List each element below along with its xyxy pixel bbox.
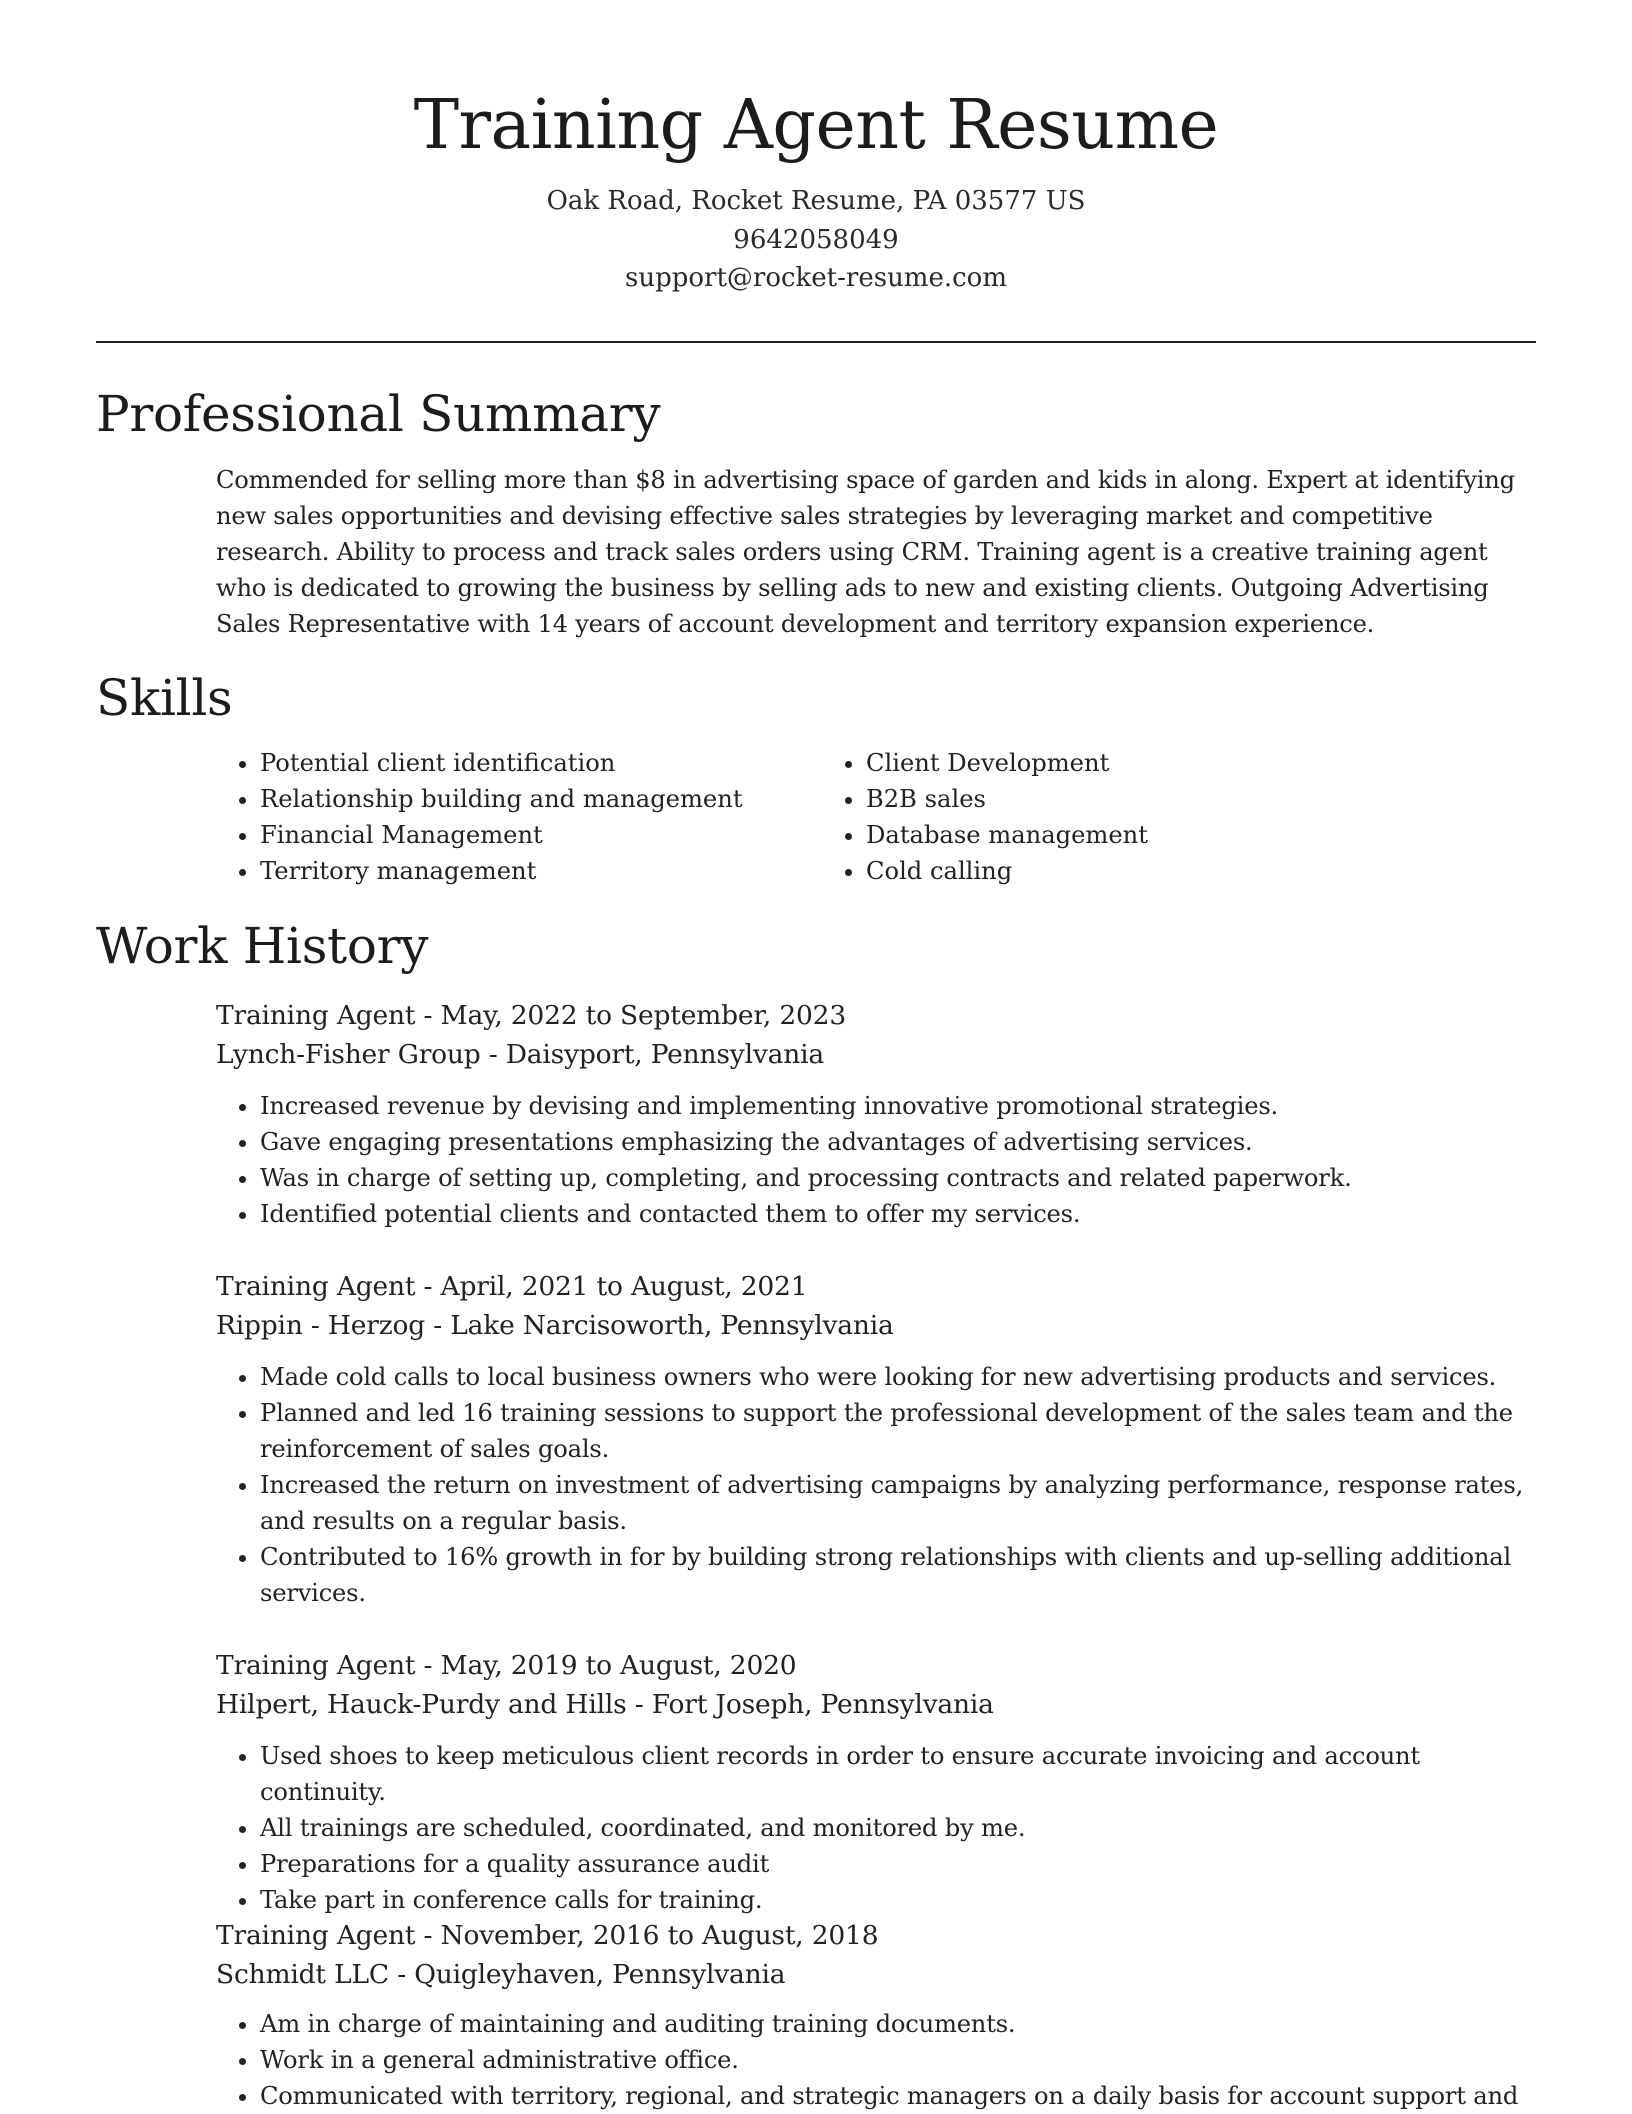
job-entry: [216, 1267, 1541, 1611]
resume-header: [96, 78, 1536, 298]
skill-item: • Financial Management: [260, 817, 822, 853]
job-role: Training Agent: [216, 1650, 416, 1681]
job-bullets: [216, 1088, 1541, 1232]
job-title-line: Training Agent - May, 2019 to August, 2020: [216, 1650, 797, 1681]
contact-email: support@rocket-resume.com: [624, 263, 1007, 293]
job-company-line: Hilpert, Hauck-Purdy and Hills - Fort Joseph, Pennsylvania: [216, 1689, 994, 1720]
job-bullet: • Communicated with territory, regional, and strategic managers on a daily basis for account support and: [260, 2078, 1541, 2114]
skill-item: • Database management: [866, 817, 1472, 853]
job-dates: May, 2022 to September, 2023: [440, 1000, 847, 1031]
job-role: Training Agent: [216, 1271, 416, 1302]
job-bullet: • Contributed to 16% growth in for by building strong relationships with clients and up-selling additional services.: [260, 1539, 1541, 1611]
job-company-line: Rippin - Herzog - Lake Narcisoworth, Pennsylvania: [216, 1310, 894, 1341]
contact-address: Oak Road, Rocket Resume, PA 03577 US: [546, 186, 1086, 216]
job-bullet: • Identified potential clients and contacted them to offer my services.: [260, 1196, 1541, 1232]
skill-item: • Client Development: [866, 745, 1472, 781]
job-company: Rippin - Herzog: [216, 1310, 426, 1341]
summary-heading: Professional Summary: [96, 385, 661, 443]
job-location: Daisyport, Pennsylvania: [505, 1039, 824, 1070]
job-bullet: • Used shoes to keep meticulous client records in order to ensure accurate invoicing and account continuity.: [260, 1738, 1541, 1810]
skills-heading: Skills: [96, 669, 233, 727]
job-dates: May, 2019 to August, 2020: [440, 1650, 797, 1681]
skill-item: • Potential client identification: [260, 745, 822, 781]
summary-text: Commended for selling more than $8 in advertising space of garden and kids in along. Expert at identifying new sales opportunities and devising effective sales strategies by leveraging market and competitive research. Ability to process and track sales orders using CRM. Training agent is a creative training agent who is dedicated to growing the business by selling ads to new and existing clients. Outgoing Advertising Sales Representative with 14 years of account development and territory expansion experience.: [216, 466, 1515, 638]
job-bullets: [216, 2006, 1541, 2114]
job-bullets: [216, 1359, 1541, 1611]
job-role: Training Agent: [216, 1000, 416, 1031]
skills-column-left: [216, 745, 822, 889]
job-location: Quigleyhaven, Pennsylvania: [414, 1959, 786, 1990]
job-bullet: • Increased revenue by devising and implementing innovative promotional strategies.: [260, 1088, 1541, 1124]
job-dates: April, 2021 to August, 2021: [440, 1271, 808, 1302]
skills-list: [216, 745, 1536, 889]
job-bullet: • Take part in conference calls for training.: [260, 1882, 1541, 1918]
job-bullet: • Work in a general administrative office.: [260, 2042, 1541, 2078]
work-history-heading: Work History: [96, 917, 429, 975]
job-bullet: • Planned and led 16 training sessions to support the professional development of the sales team and the reinforcement of sales goals.: [260, 1395, 1541, 1467]
job-entry: [216, 996, 1541, 1232]
job-title-line: Training Agent - May, 2022 to September, 2023: [216, 1000, 847, 1031]
skill-item: • Relationship building and management: [260, 781, 822, 817]
resume-title: Training Agent Resume: [413, 86, 1219, 165]
skill-item: • Territory management: [260, 853, 822, 889]
job-bullet: • Made cold calls to local business owners who were looking for new advertising products and services.: [260, 1359, 1541, 1395]
job-title-line: Training Agent - April, 2021 to August, 2021: [216, 1271, 808, 1302]
job-company: Hilpert, Hauck-Purdy and Hills: [216, 1689, 627, 1720]
job-bullet: • Gave engaging presentations emphasizing the advantages of advertising services.: [260, 1124, 1541, 1160]
job-company: Schmidt LLC: [216, 1959, 389, 1990]
skill-item: • B2B sales: [866, 781, 1472, 817]
job-entry: [216, 1916, 1541, 2114]
header-divider: [96, 341, 1536, 343]
skills-column-right: [822, 745, 1472, 889]
job-bullet: • Preparations for a quality assurance audit: [260, 1846, 1541, 1882]
job-company-line: Lynch-Fisher Group - Daisyport, Pennsylvania: [216, 1039, 824, 1070]
skill-item: • Cold calling: [866, 853, 1472, 889]
job-dates: November, 2016 to August, 2018: [440, 1920, 879, 1951]
contact-phone: 9642058049: [733, 224, 899, 255]
job-bullet: • Was in charge of setting up, completing, and processing contracts and related paperwork.: [260, 1160, 1541, 1196]
job-company-line: Schmidt LLC - Quigleyhaven, Pennsylvania: [216, 1959, 786, 1990]
job-bullet: • Am in charge of maintaining and auditing training documents.: [260, 2006, 1541, 2042]
job-role: Training Agent: [216, 1920, 416, 1951]
job-company: Lynch-Fisher Group: [216, 1039, 481, 1070]
job-title-line: Training Agent - November, 2016 to August, 2018: [216, 1920, 879, 1951]
job-bullets: [216, 1738, 1541, 1918]
job-location: Lake Narcisoworth, Pennsylvania: [450, 1310, 894, 1341]
job-location: Fort Joseph, Pennsylvania: [651, 1689, 994, 1720]
job-entry: [216, 1646, 1541, 1918]
job-bullet: • All trainings are scheduled, coordinated, and monitored by me.: [260, 1810, 1541, 1846]
job-bullet: • Increased the return on investment of advertising campaigns by analyzing performance, response rates, and results on a regular basis.: [260, 1467, 1541, 1539]
